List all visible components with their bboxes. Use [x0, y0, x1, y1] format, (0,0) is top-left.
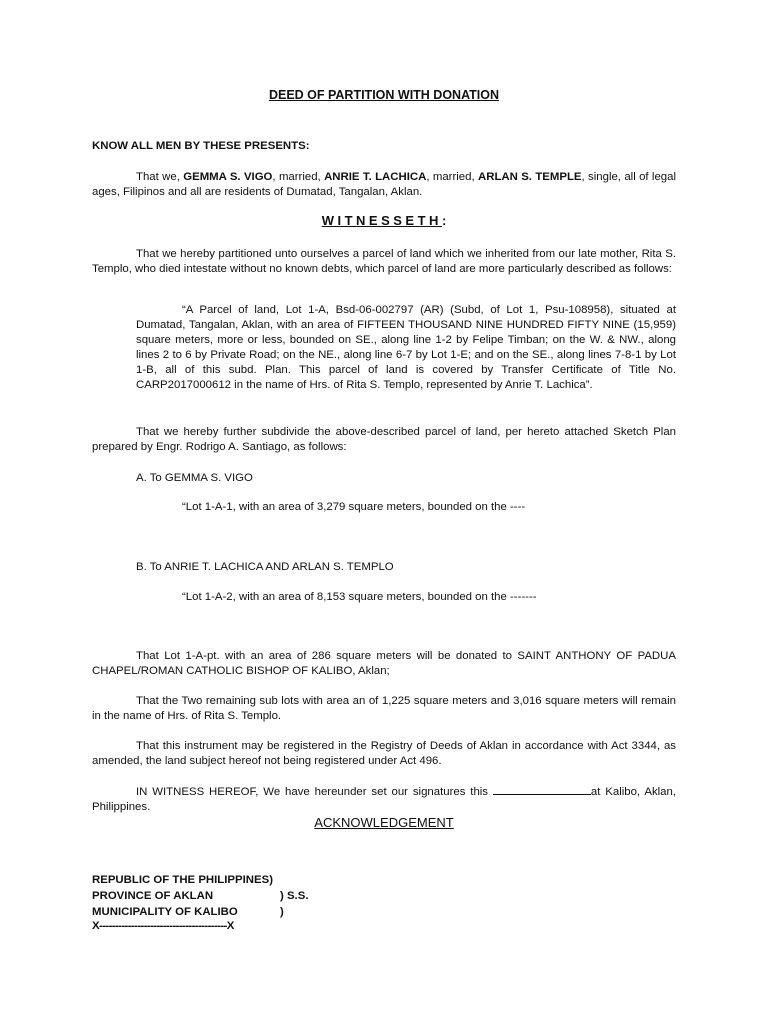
- date-blank-line: [493, 784, 591, 795]
- venue-municipality: MUNICIPALITY OF KALIBO: [92, 906, 238, 918]
- acknowledgement-heading: ACKNOWLEDGEMENT: [314, 815, 454, 830]
- parties-paragraph: [92, 170, 676, 200]
- allotment-b-lot: “Lot 1-A-2, with an area of 8,153 square meters, bounded on the -------: [182, 591, 537, 603]
- party-name-3: ARLAN S. TEMPLE: [478, 171, 582, 183]
- allotment-a-heading: A. To GEMMA S. VIGO: [136, 472, 253, 484]
- parties-text: , married,: [426, 171, 478, 183]
- allotment-a-lot: “Lot 1-A-1, with an area of 3,279 square meters, bounded on the ----: [182, 501, 526, 513]
- witness-text: IN WITNESS HEREOF, We have hereunder set our signatures this: [136, 786, 493, 798]
- witnesseth-colon: :: [441, 213, 447, 228]
- allotment-b-heading: B. To ANRIE T. LACHICA AND ARLAN S. TEMPLO: [136, 561, 394, 573]
- party-name-1: GEMMA S. VIGO: [183, 171, 273, 183]
- witness-text: at Kalibo, Aklan, Philippines.: [92, 786, 677, 813]
- parties-text: , married,: [272, 171, 325, 183]
- venue-separator: X----------------------------------------X: [92, 920, 234, 932]
- parties-text: , single, all of legal ages, Filipinos and all are residents of Dumatad, Tangalan, Aklan.: [92, 171, 676, 198]
- opening-line: KNOW ALL MEN BY THESE PRESENTS:: [92, 140, 310, 152]
- venue-republic: REPUBLIC OF THE PHILIPPINES): [92, 874, 273, 886]
- registration-paragraph: That this instrument may be registered in the Registry of Deeds of Aklan in accordance with Act 3344, as amended, the land subject hereof not being registered under Act 496.: [92, 740, 676, 767]
- remaining-lots-paragraph: That the Two remaining sub lots with area an of 1,225 square meters and 3,016 square meters will remain in the name of Hrs. of Rita S. Templo.: [92, 695, 676, 722]
- subdivision-paragraph: That we hereby further subdivide the above-described parcel of land, per hereto attached Sketch Plan prepared by Engr. Rodrigo A. Santiago, as follows:: [92, 426, 676, 453]
- witness-paragraph: [92, 784, 676, 815]
- donation-paragraph: That Lot 1-A-pt. with an area of 286 square meters will be donated to SAINT ANTHONY OF PADUA CHAPEL/ROMAN CATHOLIC BISHOP OF KALIBO, Aklan;: [92, 650, 676, 677]
- land-description: “A Parcel of land, Lot 1-A, Bsd-06-002797 (AR) (Subd, of Lot 1, Psu-108958), situated at Dumatad, Tangalan, Aklan, with an area of FIFTEEN THOUSAND NINE HUNDRED FIFTY NINE (15,959) square meters, more or less, bounded on SE., along line 1-2 by Felipe Timban; on the W. & NW., along lines 2 to 6 by Private Road; on the NE., along line 6-7 by Lot 1-E; and on the SE., along lines 7-8-1 by Lot 1-B, all of this subd. Plan. This parcel of land is covered by Transfer Certificate of Title No. CARP2017000612 in the name of Hrs. of Rita S. Templo, represented by Anrie T. Lachica”.: [136, 304, 676, 391]
- parties-text: That we,: [136, 171, 184, 183]
- party-name-2: ANRIE T. LACHICA: [324, 171, 427, 183]
- document-title: DEED OF PARTITION WITH DONATION: [268, 88, 500, 102]
- inheritance-paragraph: That we hereby partitioned unto ourselves a parcel of land which we inherited from our late mother, Rita S. Templo, who died intestate without no known debts, which parcel of land are more particularly described as follows:: [92, 248, 676, 275]
- venue-province: PROVINCE OF AKLAN: [92, 890, 214, 902]
- venue-paren: ): [280, 906, 284, 918]
- witnesseth-heading: [0, 213, 768, 228]
- witnesseth-text: WITNESSETH: [321, 213, 442, 228]
- venue-ss: ) S.S.: [280, 890, 309, 902]
